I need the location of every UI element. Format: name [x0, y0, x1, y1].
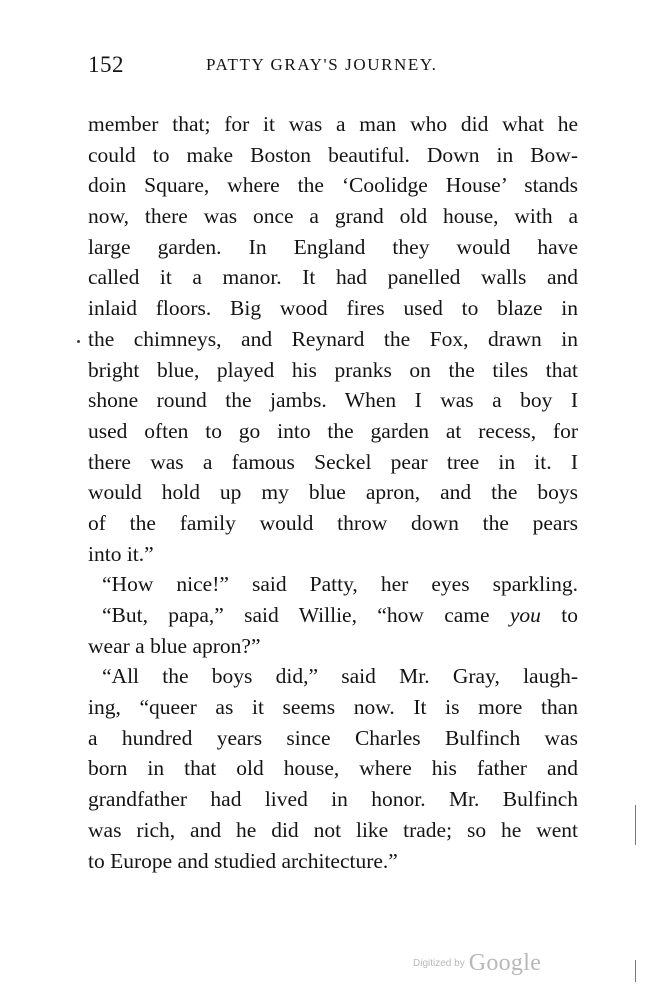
text-line: shone round the jambs. When I was a boy I: [88, 388, 578, 413]
watermark-brand: Google: [468, 950, 542, 976]
text-line: member that; for it was a man who did what he: [88, 112, 578, 136]
margin-mark: [77, 340, 80, 343]
text-line: there was a famous Seckel pear tree in it. I: [88, 449, 578, 474]
running-head: PATTY GRAY'S JOURNEY.: [206, 55, 438, 74]
text-line: the chimneys, and Reynard the Fox, drawn in: [88, 326, 578, 351]
text-line: inlaid floors. Big wood fires used to blaze in: [88, 296, 578, 321]
text-line: doin Square, where the ‘Coolidge House’ stands: [88, 173, 578, 198]
text-line: large garden. In England they would have: [88, 234, 578, 259]
page-number: 152: [88, 52, 124, 77]
text-line: bright blue, played his pranks on the tiles that: [88, 357, 578, 382]
page-header: [88, 52, 588, 82]
text-line: “All the boys did,” said Mr. Gray, laugh-: [102, 664, 578, 689]
edge-mark: [635, 960, 636, 982]
text-line: to Europe and studied architecture.”: [88, 848, 398, 873]
watermark-prefix: Digitized by: [413, 958, 465, 969]
digitized-watermark: [413, 950, 541, 977]
edge-mark: [635, 805, 636, 845]
text-line: called it a manor. It had panelled walls and: [88, 265, 578, 290]
text-line: “How nice!” said Patty, her eyes sparkling.: [102, 572, 578, 597]
text-line: into it.”: [88, 541, 154, 566]
text-line: now, there was once a grand old house, with a: [88, 204, 578, 229]
text-line: was rich, and he did not like trade; so he went: [88, 817, 578, 842]
body-text: [88, 109, 578, 876]
text-line: born in that old house, where his father and: [88, 756, 578, 781]
text-line: a hundred years since Charles Bulfinch was: [88, 725, 578, 750]
text-line: could to make Boston beautiful. Down in Bow-: [88, 142, 578, 167]
text-line: used often to go into the garden at recess, for: [88, 418, 578, 443]
text-line: “But, papa,” said Willie, “how came you to: [102, 603, 578, 627]
text-line: wear a blue apron?”: [88, 633, 261, 658]
text-line: ing, “queer as it seems now. It is more than: [88, 695, 578, 720]
text-line: grandfather had lived in honor. Mr. Bulfinch: [88, 787, 578, 812]
text-line: would hold up my blue apron, and the boys: [88, 480, 578, 505]
text-line: of the family would throw down the pears: [88, 510, 578, 535]
